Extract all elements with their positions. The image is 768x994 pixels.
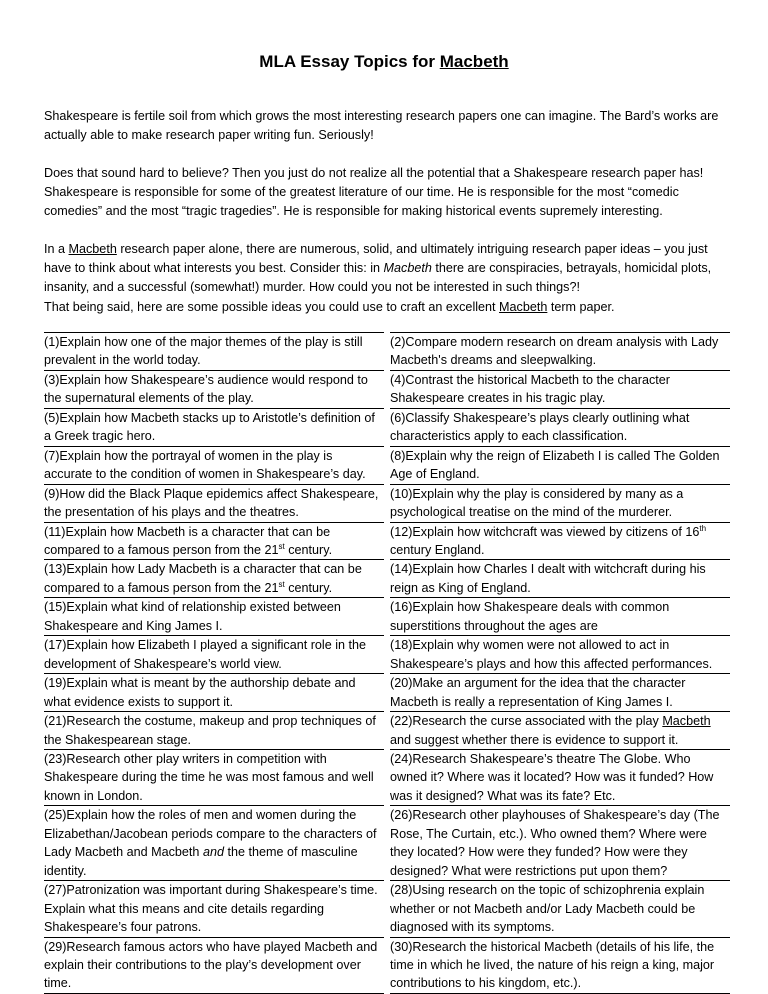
topic-item: (27)Patronization was important during Shakespeare’s time. Explain what this means and cite details regarding Shakespeare’s four patrons. <box>44 880 384 936</box>
topic-item: (26)Research other playhouses of Shakespeare’s day (The Rose, The Curtain, etc.). Who owned them? Where were they located? How were they funded? How were they designed? What were restrictions put upon them? <box>390 805 730 880</box>
intro-paragraph-3: In a Macbeth research paper alone, there are numerous, solid, and ultimately intriguing research paper ideas – you just have to think about what interests you best. Consider this: in Macbeth there are conspiracies, betrayals, homicidal plots, insanity, and a successful (somewhat!) murder. How could you not be interested in such things?! <box>44 242 712 294</box>
topic-item: (6)Classify Shakespeare’s plays clearly outlining what characteristics apply to each classification. <box>390 408 730 446</box>
topic-item: (13)Explain how Lady Macbeth is a character that can be compared to a famous person from the 21st century. <box>44 559 384 597</box>
intro-paragraph-2: Does that sound hard to believe? Then you just do not realize all the potential that a Shakespeare research paper has! Shakespeare is responsible for some of the greatest literature of our time. He is responsible for the most “comedic comedies” and the most “tragic tragedies”. He is responsible for making historical events supremely interesting. <box>44 166 704 218</box>
intro-paragraph-1: Shakespeare is fertile soil from which grows the most interesting research papers one can imagine. The Bard’s works are actually able to make research paper writing fun. Seriously! <box>44 109 719 142</box>
topic-item: (14)Explain how Charles I dealt with witchcraft during his reign as King of England. <box>390 559 730 597</box>
topic-item: (22)Research the curse associated with the play Macbeth and suggest whether there is evidence to support it. <box>390 711 730 749</box>
topic-item: (11)Explain how Macbeth is a character that can be compared to a famous person from the 21st century. <box>44 522 384 560</box>
topic-item: (7)Explain how the portrayal of women in the play is accurate to the condition of women in Shakespeare’s day. <box>44 446 384 484</box>
topic-item: (20)Make an argument for the idea that the character Macbeth is really a representation of King James I. <box>390 673 730 711</box>
topic-item: (29)Research famous actors who have played Macbeth and explain their contributions to the play’s development over time. <box>44 937 384 994</box>
topic-item: (12)Explain how witchcraft was viewed by citizens of 16th century England. <box>390 522 730 560</box>
topic-item: (5)Explain how Macbeth stacks up to Aristotle’s definition of a Greek tragic hero. <box>44 408 384 446</box>
topic-item: (10)Explain why the play is considered by many as a psychological treatise on the mind of the murderer. <box>390 484 730 522</box>
topic-item: (1)Explain how one of the major themes of the play is still prevalent in the world today. <box>44 332 384 370</box>
intro-paragraph-4: That being said, here are some possible ideas you could use to craft an excellent Macbeth term paper. <box>44 300 615 314</box>
macbeth-link: Macbeth <box>499 300 548 314</box>
topic-item: (9)How did the Black Plaque epidemics affect Shakespeare, the presentation of his plays and the theatres. <box>44 484 384 522</box>
topic-item: (16)Explain how Shakespeare deals with common superstitions throughout the ages are <box>390 597 730 635</box>
topic-item: (3)Explain how Shakespeare’s audience would respond to the supernatural elements of the play. <box>44 370 384 408</box>
topics-right-column <box>390 332 730 994</box>
topic-item: (21)Research the costume, makeup and prop techniques of the Shakespearean stage. <box>44 711 384 749</box>
page-title <box>0 52 768 72</box>
topic-item: (25)Explain how the roles of men and women during the Elizabethan/Jacobean periods compare to the characters of Lady Macbeth and Macbeth and the theme of masculine identity. <box>44 805 384 880</box>
topic-item: (28)Using research on the topic of schizophrenia explain whether or not Macbeth and/or Lady Macbeth could be diagnosed with its symptoms. <box>390 880 730 936</box>
topic-item: (18)Explain why women were not allowed to act in Shakespeare’s plays and how this affected performances. <box>390 635 730 673</box>
topic-item: (2)Compare modern research on dream analysis with Lady Macbeth's dreams and sleepwalking. <box>390 332 730 370</box>
title-prefix: MLA Essay Topics for <box>259 52 440 71</box>
topic-item: (30)Research the historical Macbeth (details of his life, the time in which he lived, the nature of his reign a king, major contributions to his kingdom, etc.). <box>390 937 730 994</box>
title-work: Macbeth <box>439 52 509 71</box>
topics-left-column <box>44 332 384 994</box>
topic-item: (24)Research Shakespeare’s theatre The Globe. Who owned it? Where was it located? How was it funded? How was it designed? What was its fate? Etc. <box>390 749 730 805</box>
topic-item: (23)Research other play writers in competition with Shakespeare during the time he was most famous and well known in London. <box>44 749 384 805</box>
topic-item: (17)Explain how Elizabeth I played a significant role in the development of Shakespeare’s world view. <box>44 635 384 673</box>
topic-item: (8)Explain why the reign of Elizabeth I is called The Golden Age of England. <box>390 446 730 484</box>
topic-item: (4)Contrast the historical Macbeth to the character Shakespeare creates in his tragic play. <box>390 370 730 408</box>
topic-item: (15)Explain what kind of relationship existed between Shakespeare and King James I. <box>44 597 384 635</box>
macbeth-link: Macbeth <box>68 242 117 256</box>
topic-item: (19)Explain what is meant by the authorship debate and what evidence exists to support it. <box>44 673 384 711</box>
